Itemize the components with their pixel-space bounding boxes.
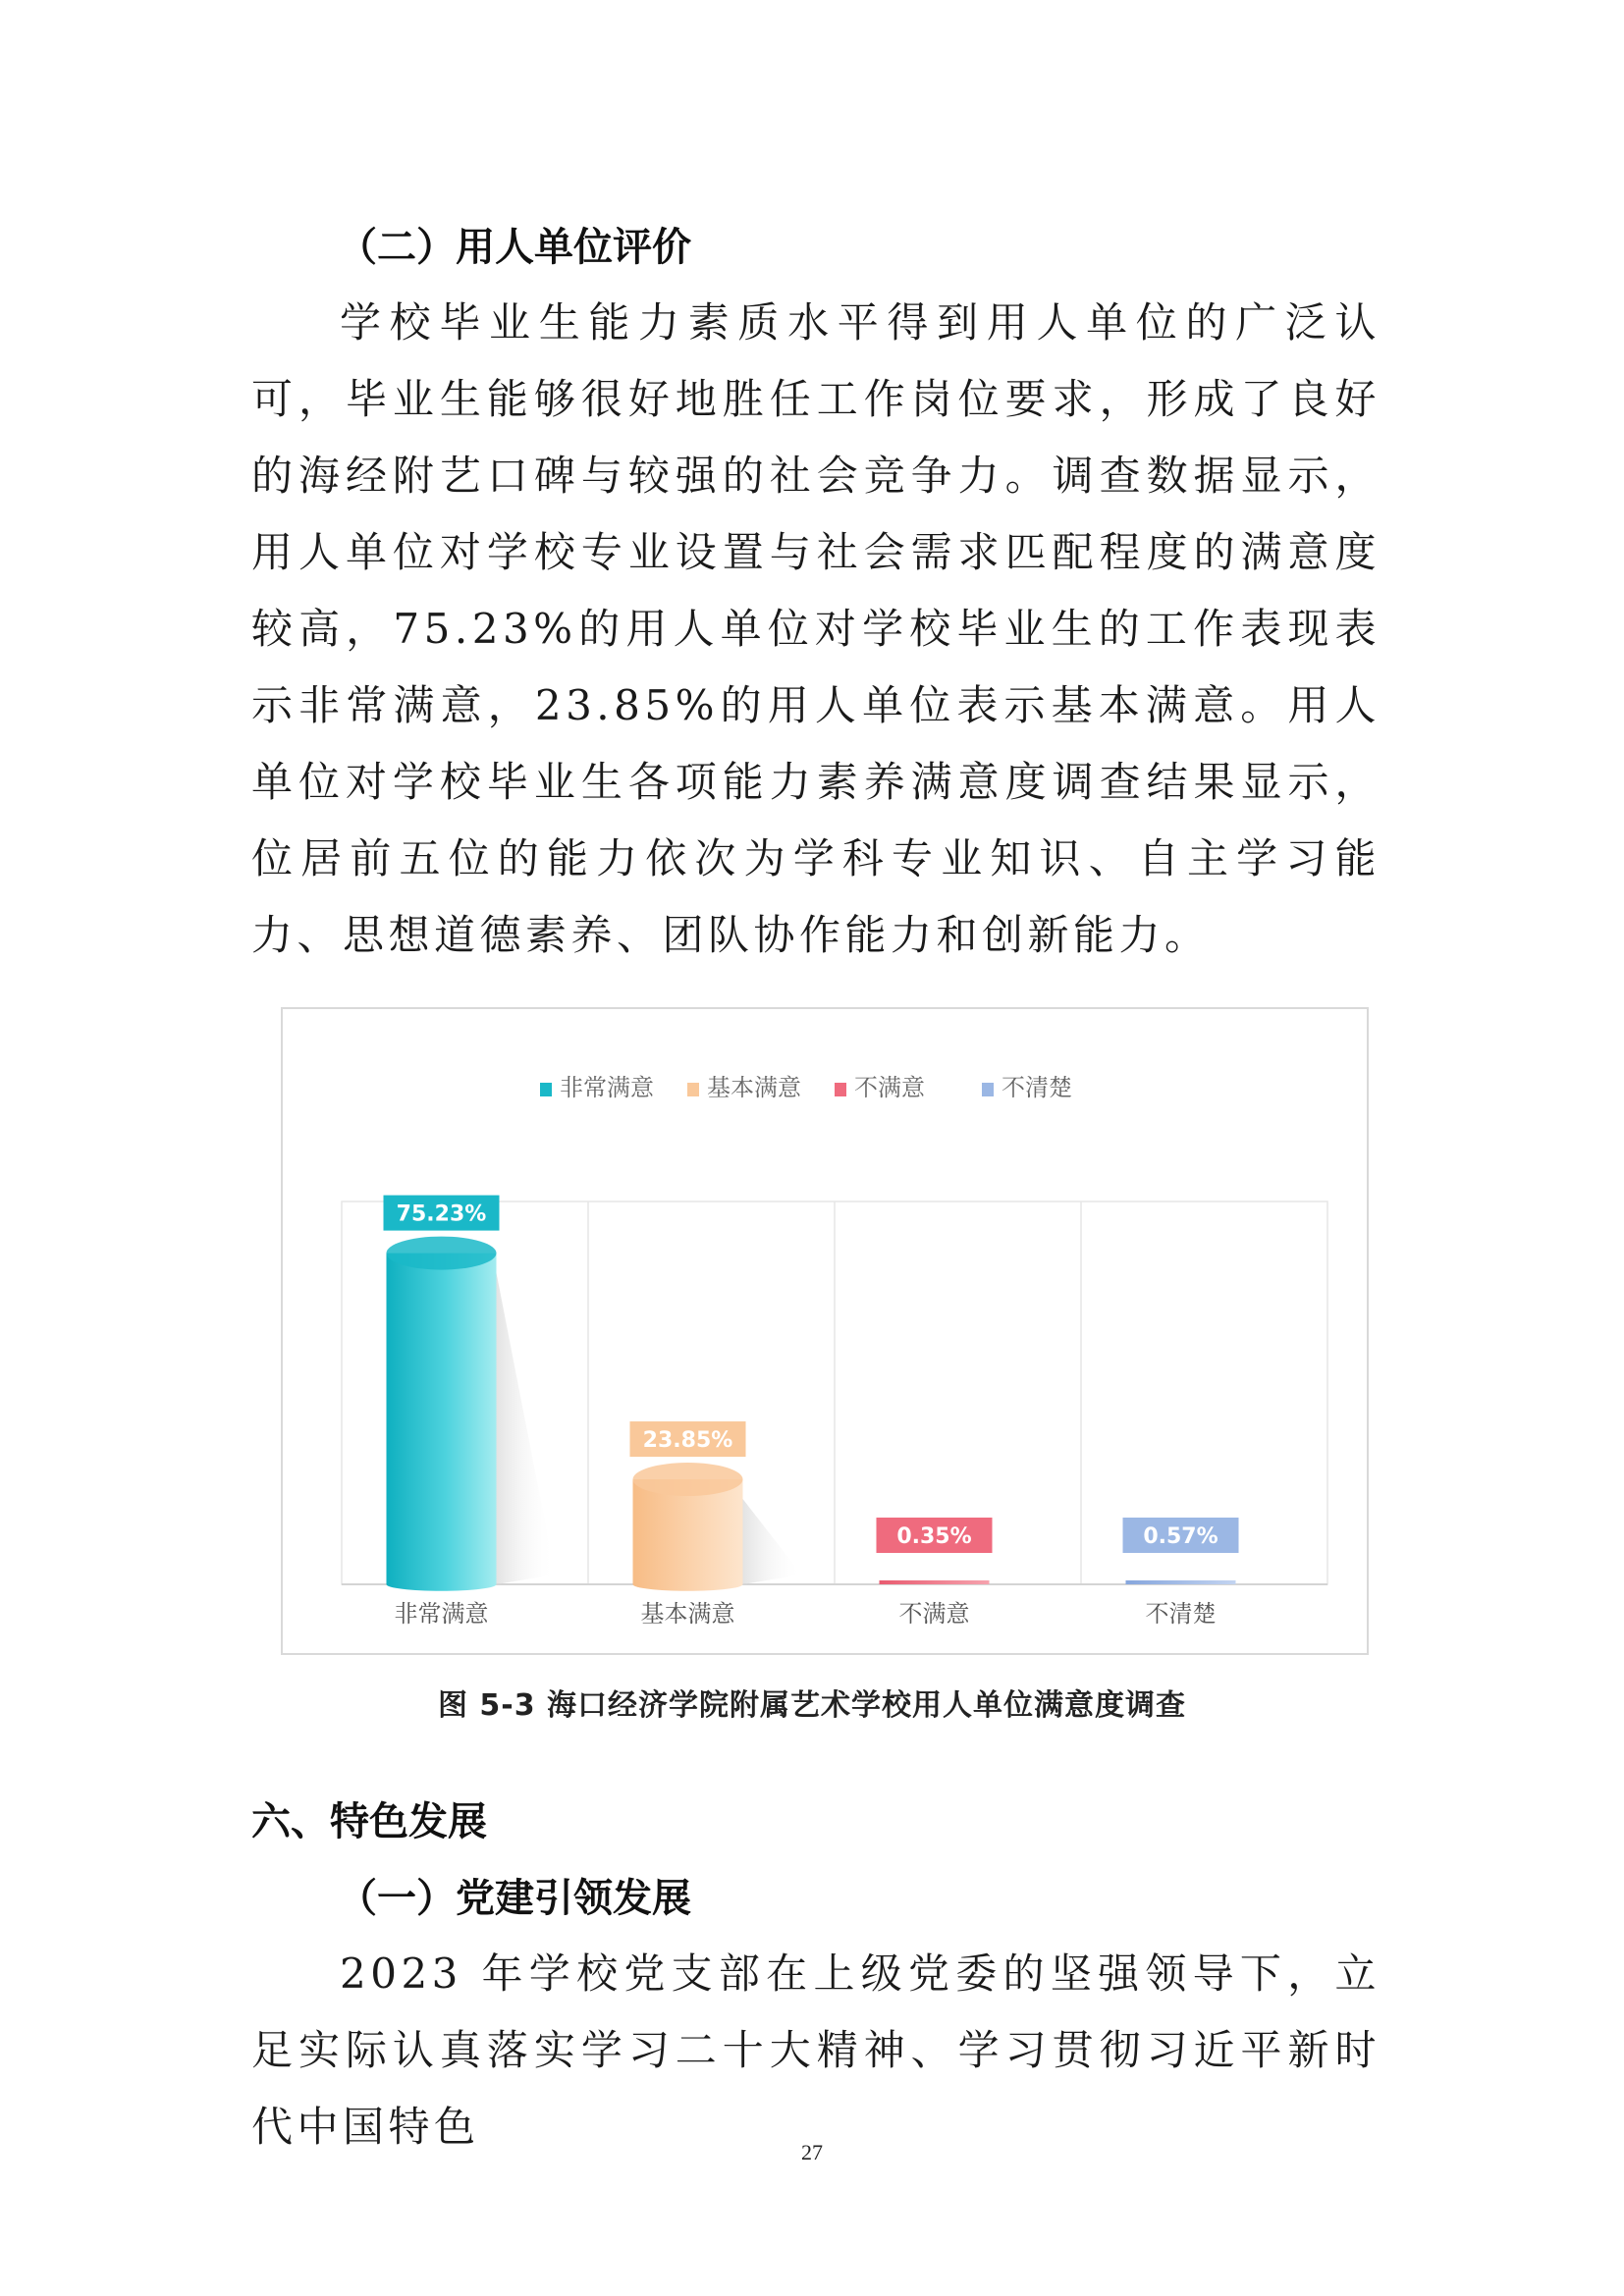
value-label-text: 75.23% <box>396 1201 487 1227</box>
subsection-heading-party-building: （一）党建引领发展 <box>338 1876 691 1921</box>
legend-label: 基本满意 <box>707 1074 801 1101</box>
legend-label: 不清楚 <box>1001 1074 1072 1101</box>
bar-shadow <box>743 1499 802 1584</box>
bar <box>1126 1580 1236 1584</box>
value-label <box>384 1196 500 1231</box>
section-heading-featured-development: 六、特色发展 <box>251 1799 487 1844</box>
bar-shadow <box>497 1273 556 1584</box>
chart-bars <box>387 1237 1236 1591</box>
value-label <box>877 1518 993 1553</box>
legend-item <box>540 1074 654 1101</box>
legend-label: 非常满意 <box>560 1074 654 1101</box>
bar-body <box>880 1580 990 1584</box>
legend-item <box>835 1074 925 1101</box>
bar <box>880 1580 990 1584</box>
value-label-text: 23.85% <box>642 1428 733 1454</box>
chart-legend <box>540 1074 1072 1101</box>
paragraph-party-building: 2023 年学校党支部在上级党委的坚强领导下，立足实际认真落实学习二十大精神、学习贯彻习近平新时代中国特色 <box>251 1949 1380 2151</box>
x-tick-label: 不清楚 <box>1145 1600 1217 1628</box>
bar <box>387 1237 556 1591</box>
value-label <box>1123 1518 1239 1553</box>
legend-swatch <box>982 1083 994 1096</box>
chart-x-tick-labels <box>395 1600 1217 1628</box>
legend-item <box>982 1074 1072 1101</box>
value-label-text: 0.57% <box>1143 1524 1218 1549</box>
section-heading-employer-evaluation: （二）用人单位评价 <box>338 225 691 270</box>
bar-top <box>633 1463 743 1496</box>
bar <box>633 1463 802 1591</box>
bar-body <box>1126 1580 1236 1584</box>
bar-body <box>633 1479 743 1591</box>
x-tick-label: 非常满意 <box>394 1600 489 1628</box>
satisfaction-bar-chart <box>283 1009 1367 1653</box>
bar-body <box>387 1254 497 1591</box>
satisfaction-chart <box>281 1007 1369 1655</box>
x-tick-label: 基本满意 <box>640 1600 735 1628</box>
legend-item <box>687 1074 801 1101</box>
legend-swatch <box>687 1083 699 1096</box>
value-label <box>630 1421 746 1457</box>
legend-label: 不满意 <box>854 1074 925 1101</box>
bar-top <box>387 1237 497 1270</box>
x-tick-label: 不满意 <box>898 1600 970 1628</box>
paragraph-employer-evaluation: 学校毕业生能力素质水平得到用人单位的广泛认可，毕业生能够很好地胜任工作岗位要求，形成了良好的海经附艺口碑与较强的社会竞争力。调查数据显示，用人单位对学校专业设置与社会需求匹配程度的满意度较高，75.23%的用人单位对学校毕业生的工作表现表示非常满意，23.85%的用人单位表示基本满意。用人单位对学校毕业生各项能力素养满意度调查结果显示，位居前五位的能力依次为学科专业知识、自主学习能力、思想道德素养、团队协作能力和创新能力。 <box>251 298 1380 959</box>
value-label-text: 0.35% <box>896 1524 972 1549</box>
figure-caption: 图 5-3 海口经济学院附属艺术学校用人单位满意度调查 <box>437 1688 1187 1723</box>
page-number: 27 <box>801 2140 823 2164</box>
legend-swatch <box>540 1083 552 1096</box>
legend-swatch <box>835 1083 846 1096</box>
